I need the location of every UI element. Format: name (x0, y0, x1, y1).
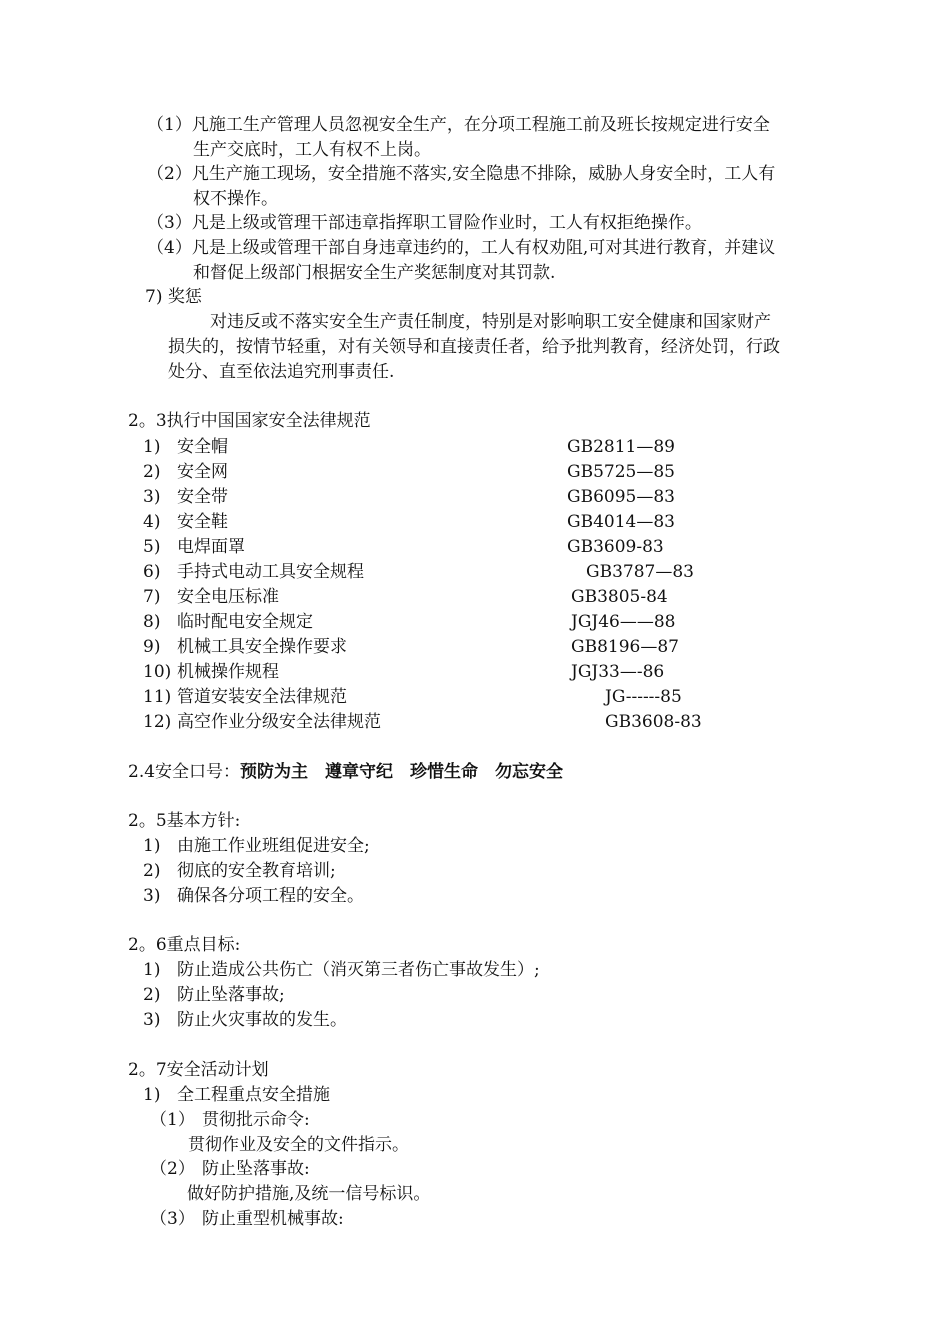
plan-heading: 2。7安全活动计划 (128, 1060, 269, 1080)
right-item-2-cont: 权不操作。 (193, 189, 278, 209)
plan-item-2-desc: 做好防护措施,及统一信号标识。 (187, 1184, 431, 1204)
list-item: 1) 由施工作业班组促进安全; (143, 836, 370, 856)
targets-heading: 2。6重点目标: (128, 935, 241, 955)
plan-item-1-desc: 贯彻作业及安全的文件指示。 (188, 1135, 409, 1155)
standard-code: GB3609-83 (567, 537, 664, 557)
right-item-1-cont: 生产交底时，工人有权不上岗。 (193, 140, 431, 160)
standard-code: GB3787—83 (586, 562, 694, 582)
list-item: 2) 彻底的安全教育培训; (143, 861, 336, 881)
standard-row: 1) 安全帽 (143, 437, 228, 457)
standard-row: 11) 管道安装安全法律规范 (143, 687, 347, 707)
plan-subheading: 1) 全工程重点安全措施 (143, 1085, 330, 1105)
standard-code: JGJ46——88 (571, 612, 676, 632)
standard-row: 6) 手持式电动工具安全规程 (143, 562, 364, 582)
plan-item-2: （2） 防止坠落事故: (150, 1159, 310, 1179)
slogan-line (128, 761, 563, 783)
standard-row: 12) 高空作业分级安全法律规范 (143, 712, 381, 732)
slogan-label: 2.4安全口号： (128, 762, 241, 782)
standards-heading: 2。3执行中国国家安全法律规范 (128, 411, 371, 431)
standard-code: JGJ33—-86 (571, 662, 665, 682)
reward-line-2: 损失的，按情节轻重，对有关领导和直接责任者，给予批判教育，经济处罚，行政 (168, 337, 780, 357)
right-item-2: （2）凡生产施工现场，安全措施不落实,安全隐患不排除，威胁人身安全时，工人有 (147, 164, 776, 184)
standard-code: GB8196—87 (571, 637, 679, 657)
list-item: 1) 防止造成公共伤亡（消灭第三者伤亡事故发生）; (143, 960, 540, 980)
reward-line-3: 处分、直至依法追究刑事责任. (168, 362, 395, 382)
standard-code: GB2811—89 (567, 437, 675, 457)
plan-item-1: （1） 贯彻批示命令: (150, 1110, 310, 1130)
standard-row: 2) 安全网 (143, 462, 228, 482)
plan-item-3: （3） 防止重型机械事故: (150, 1209, 344, 1229)
list-item: 3) 防止火灾事故的发生。 (143, 1010, 347, 1030)
policy-heading: 2。5基本方针: (128, 811, 241, 831)
standard-row: 7) 安全电压标准 (143, 587, 279, 607)
standard-code: JG------85 (605, 687, 682, 707)
right-item-4-cont: 和督促上级部门根据安全生产奖惩制度对其罚款. (193, 263, 556, 283)
standard-row: 10) 机械操作规程 (143, 662, 279, 682)
standard-row: 4) 安全鞋 (143, 512, 228, 532)
right-item-4: （4）凡是上级或管理干部自身违章违约的，工人有权劝阻,可对其进行教育，并建议 (147, 238, 776, 258)
right-item-3: （3）凡是上级或管理干部违章指挥职工冒险作业时，工人有权拒绝操作。 (147, 213, 702, 233)
standard-code: GB6095—83 (567, 487, 675, 507)
reward-line-1: 对违反或不落实安全生产责任制度，特别是对影响职工安全健康和国家财产 (210, 312, 771, 332)
slogan-text: 预防为主 遵章守纪 珍惜生命 勿忘安全 (240, 762, 564, 782)
standard-code: GB3608-83 (605, 712, 702, 732)
standard-row: 5) 电焊面罩 (143, 537, 245, 557)
list-item: 3) 确保各分项工程的安全。 (143, 886, 364, 906)
right-item-1: （1）凡施工生产管理人员忽视安全生产，在分项工程施工前及班长按规定进行安全 (147, 115, 770, 135)
standard-code: GB3805-84 (571, 587, 668, 607)
list-item: 2) 防止坠落事故; (143, 985, 285, 1005)
standard-row: 3) 安全带 (143, 487, 228, 507)
standard-row: 9) 机械工具安全操作要求 (143, 637, 347, 657)
standard-code: GB5725—85 (567, 462, 675, 482)
reward-heading: 7) 奖惩 (145, 287, 202, 307)
standard-row: 8) 临时配电安全规定 (143, 612, 313, 632)
standard-code: GB4014—83 (567, 512, 675, 532)
